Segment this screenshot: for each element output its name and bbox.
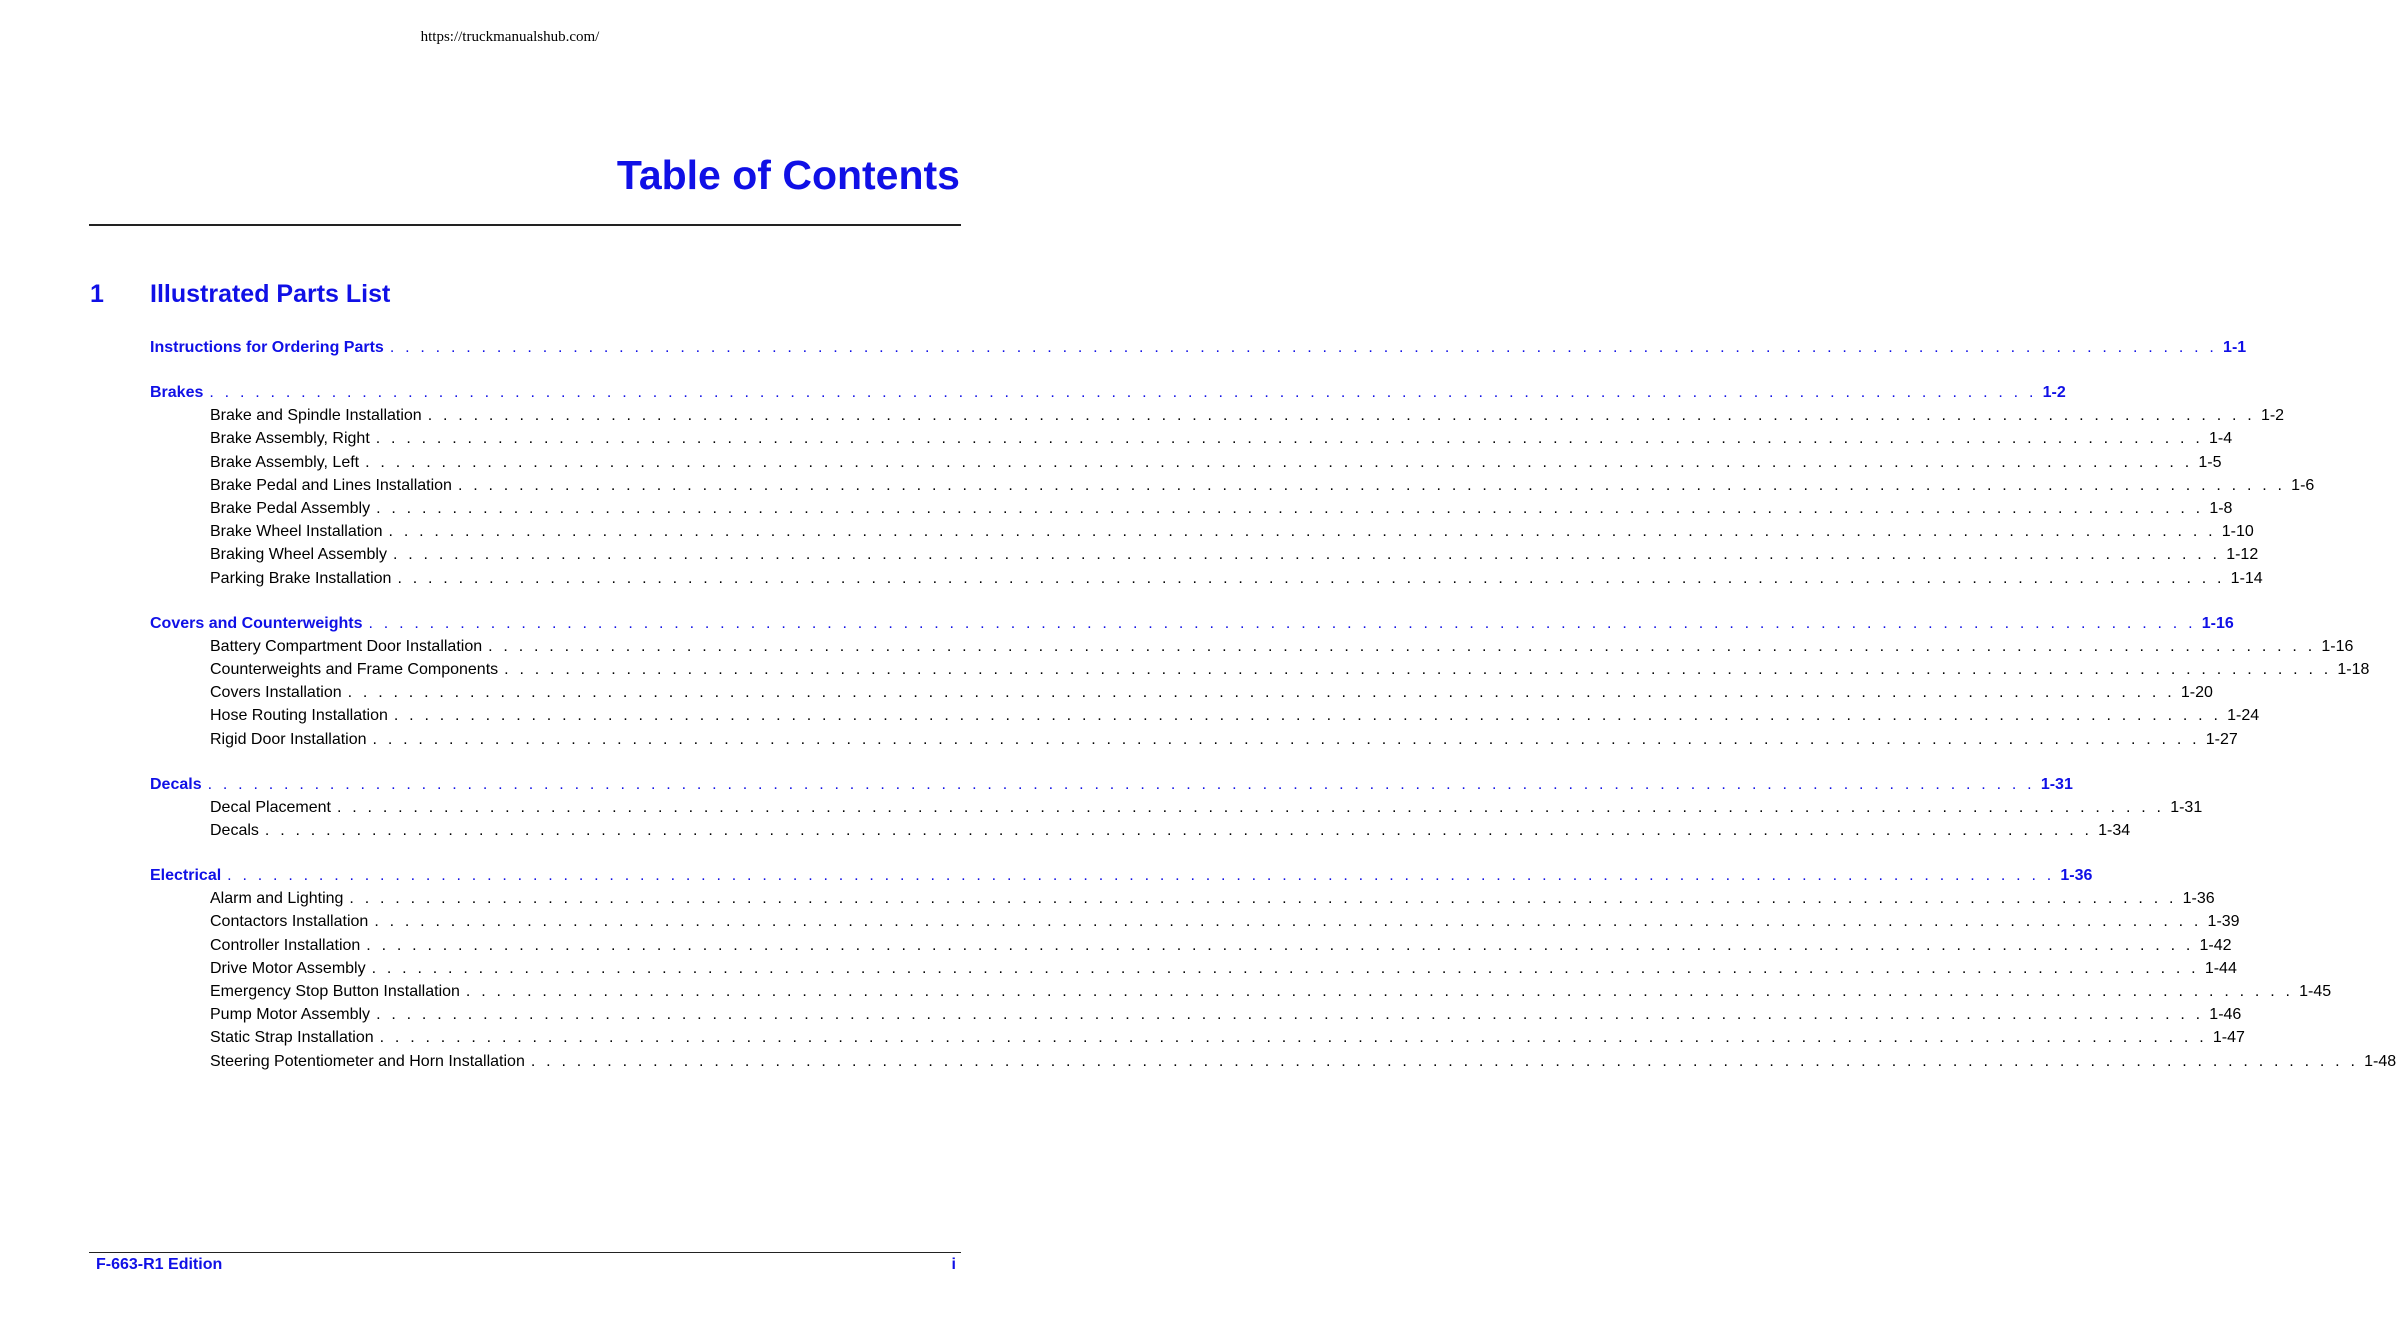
toc-page-number: 1-48 (2364, 1052, 2396, 1070)
toc-dot-leader: . . . . . . . . . . . . . . . . . . . . . . . . . . . . . . . . . . . . . . . . . . . . . . . . . . . . . . . . . . . . . . . . . . . . . . . . . . . . . . . . . . . . . . . . . . . . . . . . . . . . . . . . . . . . . . . . . . . . . . . . (365, 453, 2193, 471)
toc-label: Brake and Spindle Installation (210, 407, 422, 425)
toc-label: Contactors Installation (210, 913, 369, 931)
toc-page-number: 1-16 (2201, 614, 2234, 632)
toc-label: Parking Brake Installation (210, 569, 392, 587)
toc-label: Static Strap Installation (210, 1029, 374, 1047)
toc-label: Brake Assembly, Right (210, 430, 370, 448)
toc-label: Battery Compartment Door Installation (210, 637, 483, 655)
toc-dot-leader: . . . . . . . . . . . . . . . . . . . . . . . . . . . . . . . . . . . . . . . . . . . . . . . . . . . . . . . . . . . . . . . . . . . . . . . . . . . . . . . . . . . . . . . . . . . . . . . . . . . . . . . . . . . . . . . . . . . . . . . . (465, 983, 2294, 1000)
toc-dot-leader: . . . . . . . . . . . . . . . . . . . . . . . . . . . . . . . . . . . . . . . . . . . . . . . . . . . . . . . . . . . . . . . . . . . . . . . . . . . . . . . . . . . . . . . . . . . . . . . . . . . . . . . . . . . . . . . . . . . . . . . . (488, 637, 2316, 655)
toc-dot-leader: . . . . . . . . . . . . . . . . . . . . . . . . . . . . . . . . . . . . . . . . . . . . . . . . . . . . . . . . . . . . . . . . . . . . . . . . . . . . . . . . . . . . . . . . . . . . . . . . . . . . . . . . . . . . . . . . . . . . . . . . (427, 407, 2255, 425)
page-title: Table of Contents (616, 152, 960, 198)
toc-entry-link[interactable] (0, 452, 2222, 474)
toc-page-number: 1-27 (2205, 730, 2238, 748)
footer-page-number: i (951, 1256, 956, 1273)
toc-entry-link[interactable] (0, 475, 2315, 497)
toc-label: Electrical (150, 867, 222, 884)
toc-dot-leader: . . . . . . . . . . . . . . . . . . . . . . . . . . . . . . . . . . . . . . . . . . . . . . . . . . . . . . . . . . . . . . . . . . . . . . . . . . . . . . . . . . . . . . . . . . . . . . . . . . . . . . . . . . . . . . . . . . . . . . . . (389, 339, 2218, 356)
toc-label: Braking Wheel Assembly (210, 546, 387, 564)
source-url[interactable]: https://truckmanualshub.com/ (420, 29, 600, 45)
toc-label: Pump Motor Assembly (210, 1006, 371, 1024)
toc-dot-leader: . . . . . . . . . . . . . . . . . . . . . . . . . . . . . . . . . . . . . . . . . . . . . . . . . . . . . . . . . . . . . . . . . . . . . . . . . . . . . . . . . . . . . . . . . . . . . . . . . . . . . . . . . . . . . . . . . . . . . . . . (376, 500, 2204, 517)
toc-entry-link[interactable] (0, 958, 2237, 980)
footer-edition: F-663-R1 Edition (96, 1256, 223, 1273)
toc-page-number: 1-4 (2209, 430, 2233, 448)
toc-entry-link[interactable] (0, 568, 2263, 590)
chapter-number: 1 (90, 280, 104, 308)
toc-page-number: 1-14 (2230, 569, 2263, 587)
toc-dot-leader: . . . . . . . . . . . . . . . . . . . . . . . . . . . . . . . . . . . . . . . . . . . . . . . . . . . . . . . . . . . . . . . . . . . . . . . . . . . . . . . . . . . . . . . . . . . . . . . . . . . . . . . . . . . . . . . . . . . . . . . . (379, 1029, 2207, 1047)
toc-label: Decals (210, 822, 259, 839)
toc-page-number: 1-36 (2060, 867, 2093, 884)
toc-page-number: 1-2 (2260, 407, 2285, 425)
toc-entry-link[interactable] (0, 544, 2259, 566)
toc-label: Brake Assembly, Left (210, 453, 360, 471)
toc-page-number: 1-10 (2221, 523, 2254, 541)
toc-dot-leader: . . . . . . . . . . . . . . . . . . . . . . . . . . . . . . . . . . . . . . . . . . . . . . . . . . . . . . . . . . . . . . . . . . . . . . . . . . . . . . . . . . . . . . . . . . . . . . . . . . . . . . . . . . . . . . . . . . . . . . . . (336, 798, 2165, 816)
toc-label: Decals (150, 775, 202, 793)
toc-dot-leader: . . . . . . . . . . . . . . . . . . . . . . . . . . . . . . . . . . . . . . . . . . . . . . . . . . . . . . . . . . . . . . . . . . . . . . . . . . . . . . . . . . . . . . . . . . . . . . . . . . . . . . . . . . . . . . . . . . . . . . . . (392, 546, 2221, 564)
toc-section-link[interactable] (0, 865, 2093, 887)
toc-section-link[interactable] (0, 774, 2073, 796)
toc-page-number: 1-24 (2227, 707, 2260, 725)
toc-dot-leader: . . . . . . . . . . . . . . . . . . . . . . . . . . . . . . . . . . . . . . . . . . . . . . . . . . . . . . . . . . . . . . . . . . . . . . . . . . . . . . . . . . . . . . . . . . . . . . . . . . . . . . . . . . . . . . . . . . . . . . . . (347, 684, 2175, 702)
title-divider (89, 224, 961, 226)
toc-label: Alarm and Lighting (210, 890, 344, 908)
toc-entry-link[interactable] (0, 911, 2240, 933)
toc-dot-leader: . . . . . . . . . . . . . . . . . . . . . . . . . . . . . . . . . . . . . . . . . . . . . . . . . . . . . . . . . . . . . . . . . . . . . . . . . . . . . . . . . . . . . . . . . . . . . . . . . . . . . . . . . . . . . . . . . . . . . . . . (371, 959, 2199, 977)
toc-page-number: 1-31 (2040, 775, 2073, 793)
toc-entry-link[interactable] (0, 797, 2203, 819)
toc-dot-leader: . . . . . . . . . . . . . . . . . . . . . . . . . . . . . . . . . . . . . . . . . . . . . . . . . . . . . . . . . . . . . . . . . . . . . . . . . . . . . . . . . . . . . . . . . . . . . . . . . . . . . . . . . . . . . . . . . . . . . . . . (349, 890, 2177, 908)
toc-label: Steering Potentiometer and Horn Installation (210, 1052, 525, 1070)
toc-page-number: 1-47 (2212, 1029, 2245, 1047)
toc-page-number: 1-36 (2182, 890, 2215, 908)
toc-page-number: 1-46 (2209, 1006, 2242, 1024)
toc-page-number: 1-1 (2223, 339, 2247, 356)
toc-entry-link[interactable] (0, 1004, 2242, 1026)
toc-section-link[interactable] (0, 337, 2247, 359)
toc-label: Decal Placement (210, 798, 331, 816)
toc-entry-link[interactable] (0, 935, 2232, 957)
toc-page-number: 1-16 (2321, 637, 2354, 655)
toc-label: Rigid Door Installation (210, 730, 367, 748)
toc-entry-link[interactable] (0, 1027, 2245, 1049)
toc-entry-link[interactable] (0, 428, 2233, 450)
toc-entry-link[interactable] (0, 705, 2260, 727)
toc-page-number: 1-39 (2207, 913, 2240, 931)
toc-entry-link[interactable] (0, 888, 2215, 910)
toc-label: Hose Routing Installation (210, 707, 388, 725)
chapter-title: Illustrated Parts List (150, 280, 391, 308)
toc-dot-leader: . . . . . . . . . . . . . . . . . . . . . . . . . . . . . . . . . . . . . . . . . . . . . . . . . . . . . . . . . . . . . . . . . . . . . . . . . . . . . . . . . . . . . . . . . . . . . . . . . . . . . . . . . . . . . . . . . . . . . . . . (393, 707, 2222, 725)
toc-entry-link[interactable] (0, 405, 2285, 427)
toc-page-number: 1-34 (2098, 822, 2131, 839)
toc-label: Controller Installation (210, 936, 361, 954)
toc-entry-link[interactable] (0, 498, 2233, 520)
toc-page-number: 1-45 (2299, 983, 2332, 1000)
toc-dot-leader: . . . . . . . . . . . . . . . . . . . . . . . . . . . . . . . . . . . . . . . . . . . . . . . . . . . . . . . . . . . . . . . . . . . . . . . . . . . . . . . . . . . . . . . . . . . . . . . . . . . . . . . . . . . . . . . . . . . . . . . . (388, 523, 2216, 541)
toc-entry-link[interactable] (0, 981, 2332, 1003)
toc-label: Drive Motor Assembly (210, 959, 366, 977)
toc-section-link[interactable] (0, 613, 2234, 635)
toc-entry-link[interactable] (0, 820, 2131, 842)
toc-label: Covers and Counterweights (150, 614, 363, 632)
toc-label: Instructions for Ordering Parts (150, 339, 384, 356)
toc-section-link[interactable] (0, 382, 2066, 404)
toc-dot-leader: . . . . . . . . . . . . . . . . . . . . . . . . . . . . . . . . . . . . . . . . . . . . . . . . . . . . . . . . . . . . . . . . . . . . . . . . . . . . . . . . . . . . . . . . . . . . . . . . . . . . . . . . . . . . . . . . . . . . . . . . (366, 936, 2194, 954)
toc-dot-leader: . . . . . . . . . . . . . . . . . . . . . . . . . . . . . . . . . . . . . . . . . . . . . . . . . . . . . . . . . . . . . . . . . . . . . . . . . . . . . . . . . . . . . . . . . . . . . . . . . . . . . . . . . . . . . . . . . . . . . . . . (207, 775, 2035, 793)
toc-page-number: 1-42 (2199, 936, 2232, 954)
toc-entry-link[interactable] (0, 1051, 2396, 1073)
toc-label: Brake Wheel Installation (210, 523, 383, 541)
toc-dot-leader: . . . . . . . . . . . . . . . . . . . . . . . . . . . . . . . . . . . . . . . . . . . . . . . . . . . . . . . . . . . . . . . . . . . . . . . . . . . . . . . . . . . . . . . . . . . . . . . . . . . . . . . . . . . . . . . . . . . . . . . . (530, 1052, 2359, 1070)
toc-page-number: 1-31 (2170, 798, 2203, 816)
toc-entry-link[interactable] (0, 682, 2213, 704)
toc-page-number: 1-44 (2204, 959, 2237, 977)
toc-dot-leader: . . . . . . . . . . . . . . . . . . . . . . . . . . . . . . . . . . . . . . . . . . . . . . . . . . . . . . . . . . . . . . . . . . . . . . . . . . . . . . . . . . . . . . . . . . . . . . . . . . . . . . . . . . . . . . . . . . . . . . . . (372, 730, 2200, 748)
toc-page-number: 1-18 (2337, 661, 2370, 678)
toc-page-number: 1-20 (2180, 684, 2213, 702)
toc-page-number: 1-6 (2291, 476, 2315, 494)
footer-divider (89, 1252, 961, 1253)
toc-label: Brakes (150, 384, 204, 401)
toc-label: Covers Installation (210, 684, 342, 702)
toc-dot-leader: . . . . . . . . . . . . . . . . . . . . . . . . . . . . . . . . . . . . . . . . . . . . . . . . . . . . . . . . . . . . . . . . . . . . . . . . . . . . . . . . . . . . . . . . . . . . . . . . . . . . . . . . . . . . . . . . . . . . . . . . (227, 867, 2055, 884)
toc-dot-leader: . . . . . . . . . . . . . . . . . . . . . . . . . . . . . . . . . . . . . . . . . . . . . . . . . . . . . . . . . . . . . . . . . . . . . . . . . . . . . . . . . . . . . . . . . . . . . . . . . . . . . . . . . . . . . . . . . . . . . . . . (397, 569, 2225, 587)
toc-label: Brake Pedal Assembly (210, 500, 371, 517)
toc-page-number: 1-12 (2226, 546, 2259, 564)
toc-dot-leader: . . . . . . . . . . . . . . . . . . . . . . . . . . . . . . . . . . . . . . . . . . . . . . . . . . . . . . . . . . . . . . . . . . . . . . . . . . . . . . . . . . . . . . . . . . . . . . . . . . . . . . . . . . . . . . . . . . . . . . . . (264, 822, 2093, 839)
toc-entry-link[interactable] (0, 521, 2254, 543)
toc-entry-link[interactable] (0, 636, 2354, 658)
toc-entry-link[interactable] (0, 659, 2370, 681)
toc-dot-leader: . . . . . . . . . . . . . . . . . . . . . . . . . . . . . . . . . . . . . . . . . . . . . . . . . . . . . . . . . . . . . . . . . . . . . . . . . . . . . . . . . . . . . . . . . . . . . . . . . . . . . . . . . . . . . . . . . . . . . . . . (504, 661, 2332, 678)
toc-label: Brake Pedal and Lines Installation (210, 476, 452, 494)
toc-dot-leader: . . . . . . . . . . . . . . . . . . . . . . . . . . . . . . . . . . . . . . . . . . . . . . . . . . . . . . . . . . . . . . . . . . . . . . . . . . . . . . . . . . . . . . . . . . . . . . . . . . . . . . . . . . . . . . . . . . . . . . . . (376, 1006, 2204, 1024)
toc-page-number: 1-5 (2198, 453, 2222, 471)
toc-dot-leader: . . . . . . . . . . . . . . . . . . . . . . . . . . . . . . . . . . . . . . . . . . . . . . . . . . . . . . . . . . . . . . . . . . . . . . . . . . . . . . . . . . . . . . . . . . . . . . . . . . . . . . . . . . . . . . . . . . . . . . . . (457, 476, 2286, 494)
toc-dot-leader: . . . . . . . . . . . . . . . . . . . . . . . . . . . . . . . . . . . . . . . . . . . . . . . . . . . . . . . . . . . . . . . . . . . . . . . . . . . . . . . . . . . . . . . . . . . . . . . . . . . . . . . . . . . . . . . . . . . . . . . . (375, 430, 2203, 448)
toc-page-number: 1-8 (2209, 500, 2233, 517)
toc-dot-leader: . . . . . . . . . . . . . . . . . . . . . . . . . . . . . . . . . . . . . . . . . . . . . . . . . . . . . . . . . . . . . . . . . . . . . . . . . . . . . . . . . . . . . . . . . . . . . . . . . . . . . . . . . . . . . . . . . . . . . . . . (374, 913, 2202, 931)
toc-dot-leader: . . . . . . . . . . . . . . . . . . . . . . . . . . . . . . . . . . . . . . . . . . . . . . . . . . . . . . . . . . . . . . . . . . . . . . . . . . . . . . . . . . . . . . . . . . . . . . . . . . . . . . . . . . . . . . . . . . . . . . . . (368, 614, 2196, 632)
toc-label: Emergency Stop Button Installation (210, 983, 460, 1000)
toc-label: Counterweights and Frame Components (210, 661, 499, 678)
toc-entry-link[interactable] (0, 729, 2238, 751)
toc-page-number: 1-2 (2042, 384, 2066, 401)
toc-dot-leader: . . . . . . . . . . . . . . . . . . . . . . . . . . . . . . . . . . . . . . . . . . . . . . . . . . . . . . . . . . . . . . . . . . . . . . . . . . . . . . . . . . . . . . . . . . . . . . . . . . . . . . . . . . . . . . . . . . . . . . . . (209, 384, 2037, 401)
